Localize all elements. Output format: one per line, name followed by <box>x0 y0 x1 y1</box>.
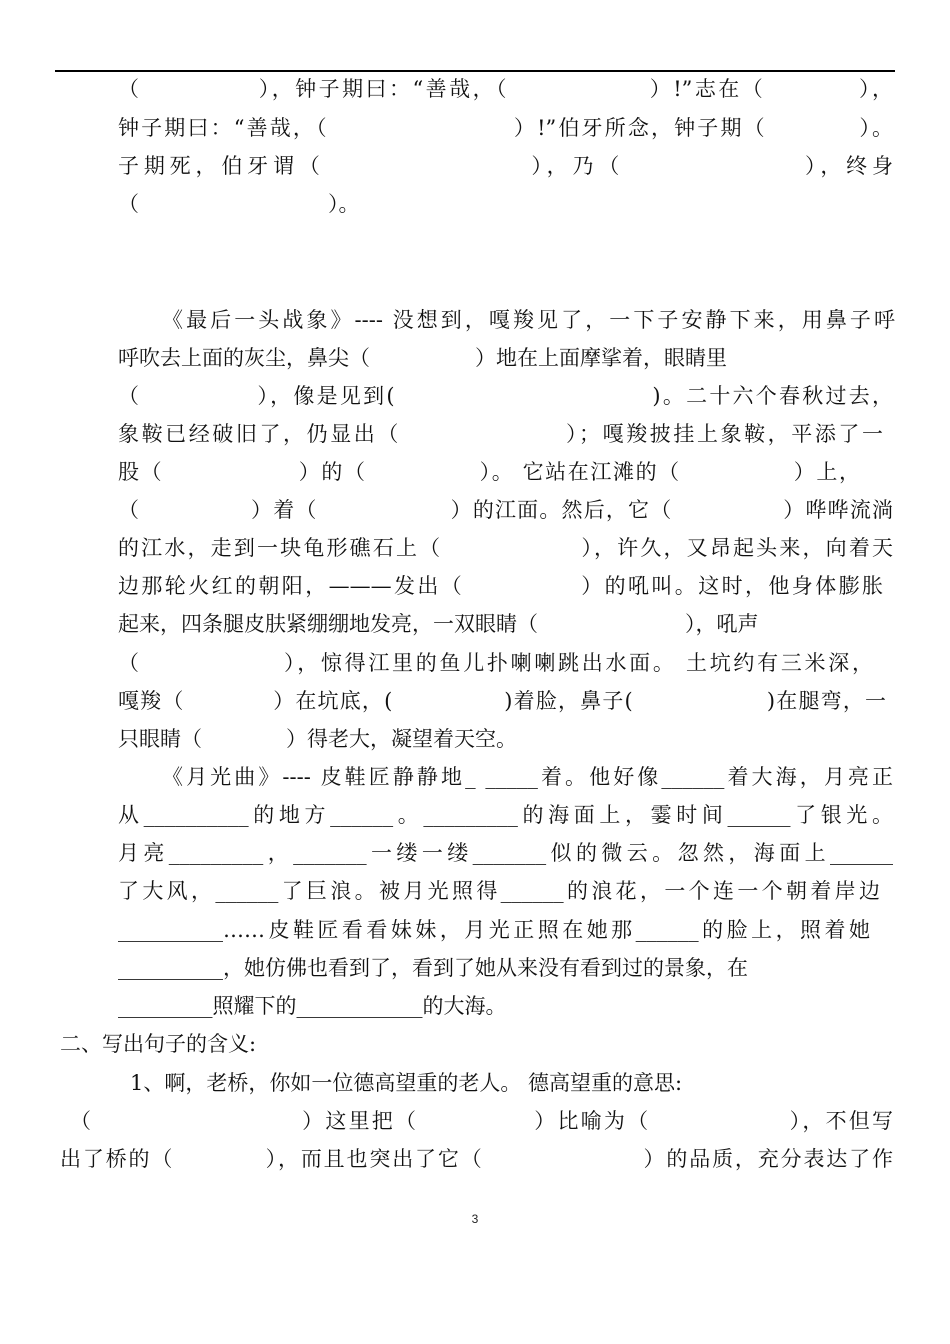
text-line-23: _________照耀下的____________的大海。 <box>118 994 507 1018</box>
text-line-17: 《月光曲》---- 皮鞋匠静静地_ _____着。他好像______着大海，月亮正 <box>162 765 893 789</box>
text-line-26: （ ）这里把（ ）比喻为（ ），不但写 <box>70 1109 893 1133</box>
text-line-19: 月亮_________，_______一缕一缕_______似的微云。忽然，海面上______ <box>118 841 893 865</box>
text-line-2: 钟子期曰：“善哉，（ ）!”伯牙所念，钟子期（ ）。 <box>118 116 893 140</box>
text-line-6: 呼吹去上面的灰尘，鼻尖（ ）地在上面摩挲着，眼睛里 <box>118 346 727 370</box>
text-line-12: 边那轮火红的朝阳，———发出（ ）的吼叫。这时，他身体膨胀 <box>118 574 883 598</box>
text-line-25: 1、啊，老桥，你如一位德高望重的老人。 德高望重的意思: <box>130 1071 683 1095</box>
text-line-15: 嘎羧（ ）在坑底，( )着脸，鼻子( )在腿弯，一 <box>118 689 886 713</box>
text-line-16: 只眼睛（ ）得老大，凝望着天空。 <box>118 727 517 751</box>
text-line-21: __________……皮鞋匠看看妹妹，月光正照在她那______的脸上，照着她 <box>118 918 870 942</box>
text-line-27: 出了桥的（ ），而且也突出了它（ ）的品质，充分表达了作 <box>60 1147 893 1171</box>
section-heading-2: 二、写出句子的含义: <box>60 1032 257 1056</box>
text-line-4: （ ）。 <box>118 192 360 216</box>
text-line-8: 象鞍已经破旧了，仍显出（ ）；嘎羧披挂上象鞍，平添了一 <box>118 422 883 446</box>
text-line-18: 从__________的地方______。_________的海面上，霎时间______了银光。 <box>118 803 893 827</box>
text-line-13: 起来，四条腿皮肤紧绷绷地发亮，一双眼睛（ ），吼声 <box>118 612 759 636</box>
text-line-9: 股（ ）的（ ）。 它站在江滩的（ ）上， <box>118 460 860 484</box>
text-line-20: 了大风，______了巨浪。被月光照得______的浪花，一个连一个朝着岸边 <box>118 879 880 903</box>
page-number: 3 <box>471 1212 479 1226</box>
text-line-11: 的江水，走到一块龟形礁石上（ ），许久，又昂起头来，向着天 <box>118 536 893 560</box>
text-line-7: （ ），像是见到( )。二十六个春秋过去， <box>118 384 893 408</box>
text-line-22: __________，她仿佛也看到了，看到了她从来没有看到过的景象，在 <box>118 956 748 980</box>
text-line-10: （ ）着（ ）的江面。然后，它（ ）哗哗流淌 <box>118 498 893 522</box>
text-line-5: 《最后一头战象》---- 没想到，嘎羧见了，一下子安静下来，用鼻子呼 <box>162 308 895 332</box>
text-line-14: （ ），惊得江里的鱼儿扑喇喇跳出水面。 土坑约有三米深， <box>118 651 873 675</box>
header-rule <box>55 70 895 72</box>
text-line-1: （ ），钟子期曰：“善哉，（ ）!”志在（ ）， <box>118 77 893 101</box>
text-line-3: 子期死，伯牙谓（ ），乃（ ），终身 <box>118 154 893 178</box>
